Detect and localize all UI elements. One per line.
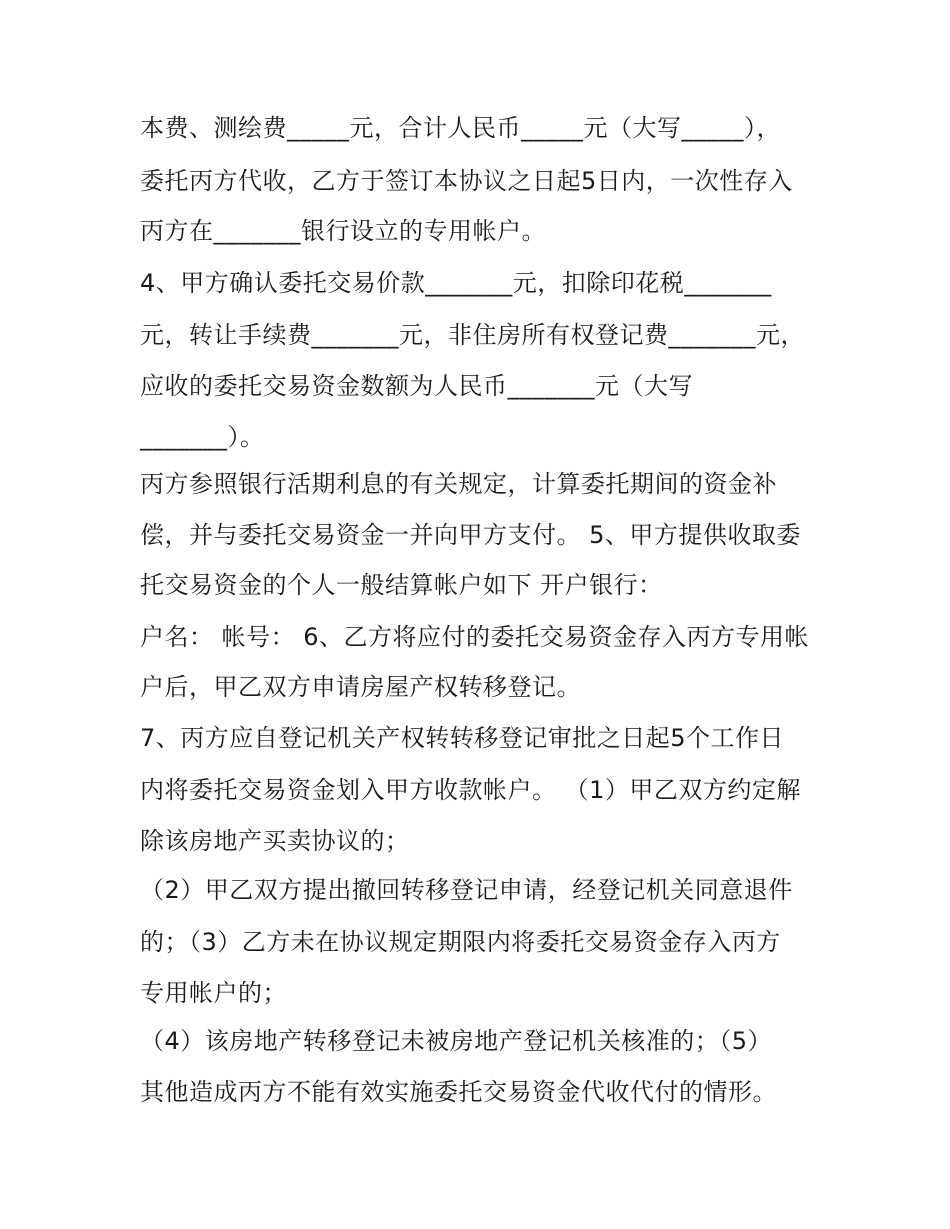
text-line: 偿，并与委托交易资金一并向甲方支付。 5、甲方提供收取委 [140,521,801,549]
text-line: 户后，甲乙双方申请房屋产权转移登记。 [140,673,581,701]
text-line: 7、丙方应自登记机关产权转转移登记审批之日起5个工作日 [140,724,785,752]
text-line: （2）甲乙双方提出撤回转移登记申请，经登记机关同意退件 [140,876,793,904]
text-line: 丙方在_______银行设立的专用帐户。 [140,217,546,245]
text-line: 内将委托交易资金划入甲方收款帐户。 （1）甲乙双方约定解 [140,776,801,804]
text-line: 户名： 帐号： 6、乙方将应付的委托交易资金存入丙方专用帐 [140,623,810,651]
text-line: 元，转让手续费_______元，非住房所有权登记费_______元， [140,321,805,349]
text-line: 专用帐户的； [140,979,287,1007]
text-line: 其他造成丙方不能有效实施委托交易资金代收代付的情形。 [140,1078,777,1106]
text-line: （4）该房地产转移登记未被房地产登记机关核准的；（5） [140,1027,773,1055]
text-line: 本费、测绘费_____元，合计人民币_____元（大写_____）， [140,114,781,142]
text-line: 丙方参照银行活期利息的有关规定，计算委托期间的资金补 [140,470,777,498]
text-line: 应收的委托交易资金数额为人民币_______元（大写 [140,372,693,400]
text-line: 委托丙方代收，乙方于签订本协议之日起5日内，一次性存入 [140,167,793,195]
text-line: _______）。 [140,423,265,451]
text-line: 的；（3）乙方未在协议规定期限内将委托交易资金存入丙方 [140,928,781,956]
text-line: 托交易资金的个人一般结算帐户如下 开户银行： [140,571,663,599]
text-line: 除该房地产买卖协议的； [140,827,410,855]
text-line: 4、甲方确认委托交易价款_______元，扣除印花税_______ [140,269,772,297]
